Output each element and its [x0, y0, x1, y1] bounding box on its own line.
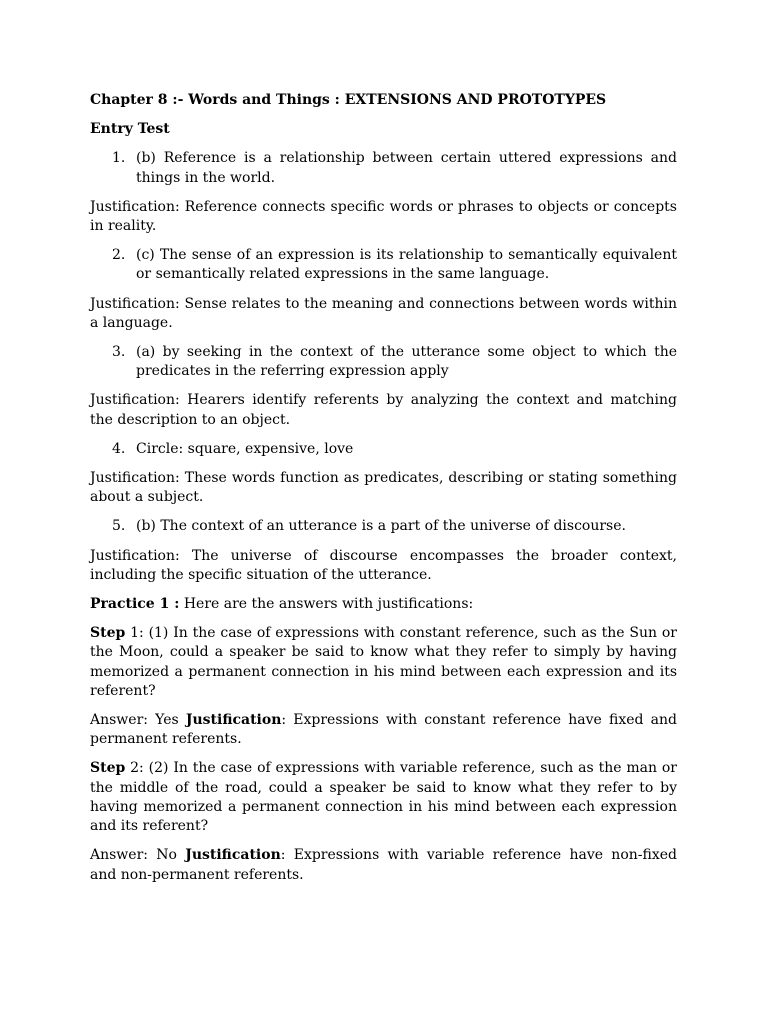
answer-paragraph	[90, 711, 677, 749]
step-label: Step	[90, 760, 126, 777]
list-item-text: (a) by seeking in the context of the utterance some object to which the predicates in the referring expression apply	[136, 344, 677, 380]
list-item-text: (b) The context of an utterance is a part of the universe of discourse.	[136, 518, 626, 535]
answer-prefix: Answer: Yes	[90, 712, 186, 729]
list-item-text: (c) The sense of an expression is its relationship to semantically equivalent or semantically related expressions in the same language.	[136, 247, 677, 283]
list-item	[90, 246, 677, 284]
list-item	[90, 440, 677, 459]
practice-paragraph	[90, 595, 677, 614]
list-item-text: (b) Reference is a relationship between certain uttered expressions and things in the world.	[136, 150, 677, 186]
list-item	[90, 343, 677, 381]
list-item-number: 3.	[112, 344, 126, 361]
justification-label: Justification	[185, 712, 282, 729]
practice-label: Practice 1 :	[90, 596, 180, 613]
list-item-number: 4.	[112, 440, 126, 457]
entry-test-heading: Entry Test	[90, 121, 170, 138]
justification-paragraph: Justification: Hearers identify referents by analyzing the context and matching the description to an object.	[90, 392, 677, 428]
justification-text: : Expressions with constant reference have fixed and permanent referents.	[90, 712, 677, 748]
practice-intro: Here are the answers with justifications:	[179, 596, 474, 613]
list-item-number: 5.	[112, 518, 126, 535]
answer-prefix: Answer: No	[90, 847, 186, 864]
justification-label: Justification	[185, 847, 281, 864]
step-text: 2: (2) In the case of expressions with variable reference, such as the man or the middle of the road, could a speaker be said to know what they refer to by having memorized a permanent connection in his mind between each expression and its referent?	[90, 760, 677, 835]
step-text: 1: (1) In the case of expressions with constant reference, such as the Sun or the Moon, could a speaker be said to know what they refer to simply by having memorized a permanent connection in his mind between each expression and its referent?	[90, 625, 677, 699]
answer-paragraph	[90, 846, 677, 884]
justification-text: : Expressions with variable reference have non-fixed and non-permanent referents.	[90, 847, 677, 883]
justification-paragraph: Justification: These words function as predicates, describing or stating something about a subject.	[90, 470, 677, 506]
chapter-title: Chapter 8 :- Words and Things : EXTENSIONS AND PROTOTYPES	[90, 92, 607, 108]
justification-paragraph: Justification: Sense relates to the meaning and connections between words within a language.	[90, 295, 677, 331]
list-item	[90, 149, 677, 187]
justification-paragraph: Justification: The universe of discourse encompasses the broader context, including the specific situation of the utterance.	[90, 547, 677, 583]
step-paragraph	[90, 624, 677, 701]
list-item-text: Circle: square, expensive, love	[136, 440, 354, 457]
list-item	[90, 517, 677, 536]
step-label: Step	[90, 625, 126, 642]
step-paragraph	[90, 759, 677, 836]
list-item-number: 1.	[112, 150, 126, 167]
justification-paragraph: Justification: Reference connects specific words or phrases to objects or concepts in reality.	[90, 198, 677, 235]
list-item-number: 2.	[112, 247, 126, 264]
document-page	[90, 91, 677, 895]
